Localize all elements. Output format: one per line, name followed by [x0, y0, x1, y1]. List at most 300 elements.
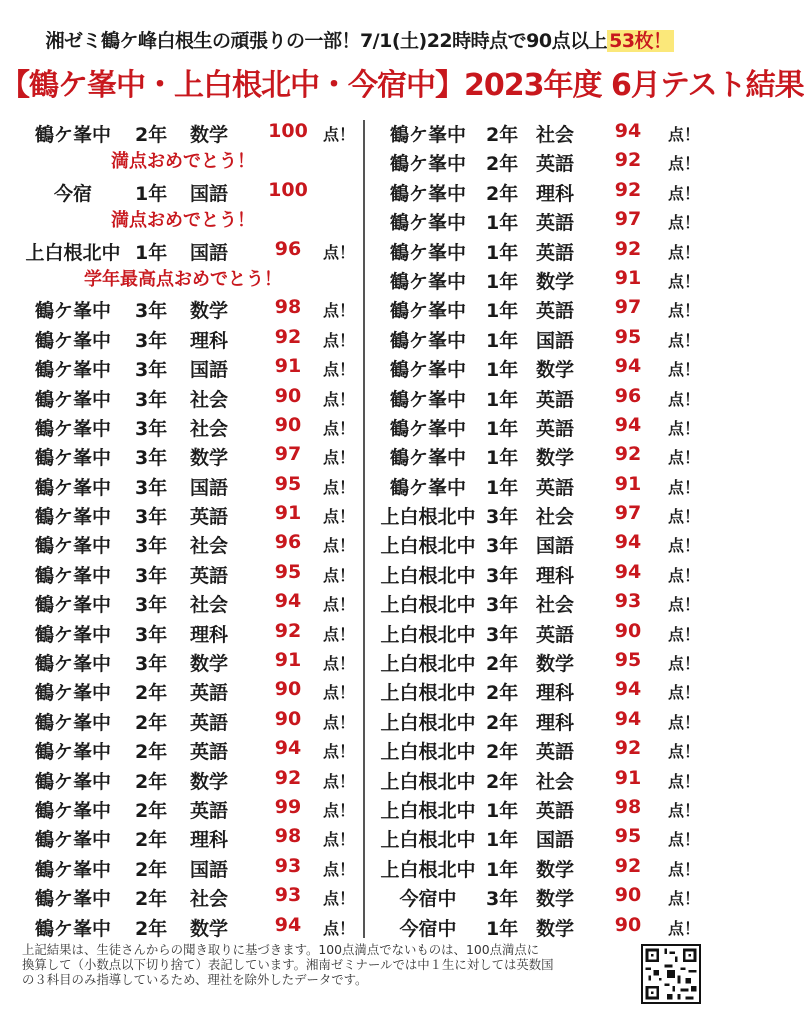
- school-name: 鶴ケ峯中: [34, 770, 111, 793]
- subject-label: 数学: [190, 300, 229, 323]
- score-value: 93: [274, 884, 302, 907]
- school-name: 鶴ケ峯中: [34, 711, 111, 734]
- score-unit: 点！: [668, 771, 701, 791]
- score-unit: 点！: [323, 360, 356, 380]
- score-value: 100: [268, 178, 308, 201]
- subject-label: 英語: [536, 623, 575, 646]
- subject-label: 社会: [536, 594, 575, 617]
- result-row: [18, 588, 358, 617]
- result-row: [368, 118, 708, 147]
- score-value: 90: [274, 678, 302, 701]
- result-row: [18, 236, 358, 265]
- subject-label: 英語: [536, 417, 575, 440]
- subject-label: 数学: [536, 888, 575, 911]
- score-value: 96: [274, 237, 302, 260]
- school-name: 上白根北中: [380, 682, 476, 705]
- score-unit: 点！: [323, 389, 356, 409]
- school-name: 上白根北中: [380, 741, 476, 764]
- grade-label: 2年: [486, 182, 519, 205]
- result-row: [368, 206, 708, 235]
- score-unit: 点！: [668, 595, 701, 615]
- score-value: 90: [614, 619, 642, 642]
- result-row: [368, 177, 708, 206]
- result-row: [368, 618, 708, 647]
- score-unit: 点！: [323, 301, 356, 321]
- school-name: 鶴ケ峯中: [34, 300, 111, 323]
- score-unit: 点！: [323, 624, 356, 644]
- score-unit: 点！: [668, 918, 701, 938]
- school-name: 鶴ケ峯中: [389, 476, 466, 499]
- score-value: 92: [614, 854, 642, 877]
- score-unit: 点！: [668, 154, 701, 174]
- score-value: 92: [614, 443, 642, 466]
- school-name: 鶴ケ峯中: [389, 300, 466, 323]
- score-value: 91: [274, 502, 302, 525]
- school-name: 鶴ケ峯中: [34, 329, 111, 352]
- score-value: 97: [274, 443, 302, 466]
- school-name: 鶴ケ峯中: [34, 594, 111, 617]
- grade-label: 1年: [486, 829, 519, 852]
- grade-label: 2年: [135, 741, 168, 764]
- result-row: [18, 853, 358, 882]
- score-value: 92: [614, 149, 642, 172]
- subject-label: 国語: [536, 829, 575, 852]
- subject-label: 国語: [190, 182, 229, 205]
- school-name: 上白根北中: [380, 799, 476, 822]
- score-unit: 点！: [323, 477, 356, 497]
- school-name: 鶴ケ峯中: [389, 124, 466, 146]
- score-value: 98: [274, 825, 302, 848]
- result-row: [368, 706, 708, 735]
- grade-label: 2年: [135, 917, 168, 940]
- headline-count: 53枚！: [609, 30, 672, 52]
- school-name: 鶴ケ峯中: [389, 241, 466, 264]
- subject-label: 数学: [190, 124, 229, 146]
- result-row: [18, 353, 358, 382]
- school-name: 鶴ケ峯中: [34, 359, 111, 382]
- score-value: 92: [274, 619, 302, 642]
- subject-label: 数学: [190, 447, 229, 470]
- subject-label: 英語: [190, 711, 229, 734]
- school-name: 上白根北中: [380, 564, 476, 587]
- grade-label: 2年: [486, 711, 519, 734]
- subject-label: 国語: [536, 329, 575, 352]
- subject-label: 理科: [190, 329, 229, 352]
- school-name: 鶴ケ峯中: [34, 417, 111, 440]
- score-value: 97: [614, 208, 642, 231]
- score-unit: 点！: [323, 242, 356, 262]
- subject-label: 社会: [536, 506, 575, 529]
- grade-label: 2年: [486, 124, 519, 146]
- result-row: [368, 588, 708, 617]
- footnote-line: の３科目のみ指導しているため、理社を除外したデータです。: [22, 972, 368, 987]
- grade-label: 3年: [135, 623, 168, 646]
- result-row: [18, 177, 358, 206]
- school-name: 鶴ケ峯中: [34, 888, 111, 911]
- subject-label: 理科: [536, 564, 575, 587]
- grade-label: 1年: [135, 182, 168, 205]
- grade-label: 2年: [486, 741, 519, 764]
- result-row: [368, 823, 708, 852]
- score-value: 92: [614, 737, 642, 760]
- score-value: 94: [614, 707, 642, 730]
- score-unit: 点！: [323, 595, 356, 615]
- result-row: [368, 471, 708, 500]
- score-value: 94: [274, 913, 302, 936]
- school-name: 今宿中: [399, 917, 457, 940]
- result-row: [368, 559, 708, 588]
- result-row: [368, 353, 708, 382]
- score-value: 98: [614, 795, 642, 818]
- score-value: 90: [614, 884, 642, 907]
- footnote-line: 換算して（小数点以下切り捨て）表記しています。湘南ゼミナールでは中１生に対しては英数国: [22, 957, 554, 972]
- score-unit: 点！: [668, 213, 701, 233]
- grade-label: 2年: [486, 153, 519, 176]
- score-unit: 点！: [668, 507, 701, 527]
- result-row: [368, 529, 708, 558]
- result-row: [368, 882, 708, 911]
- score-unit: 点！: [323, 330, 356, 350]
- grade-label: 1年: [486, 917, 519, 940]
- subject-label: 英語: [536, 153, 575, 176]
- subject-label: 国語: [190, 858, 229, 881]
- subject-label: 国語: [536, 535, 575, 558]
- result-row: [18, 882, 358, 911]
- result-row: [18, 823, 358, 852]
- subject-label: 数学: [536, 447, 575, 470]
- subject-label: 数学: [190, 770, 229, 793]
- school-name: 鶴ケ峯中: [34, 829, 111, 852]
- result-row: [18, 912, 358, 941]
- subject-label: 数学: [536, 858, 575, 881]
- score-value: 91: [614, 266, 642, 289]
- grade-label: 1年: [486, 388, 519, 411]
- score-unit: 点！: [668, 742, 701, 762]
- headline: [0, 26, 719, 53]
- score-value: 92: [614, 178, 642, 201]
- score-unit: 点！: [668, 830, 701, 850]
- subject-label: 理科: [536, 711, 575, 734]
- subject-label: 英語: [536, 741, 575, 764]
- grade-label: 1年: [486, 359, 519, 382]
- score-value: 90: [274, 384, 302, 407]
- score-unit: 点！: [668, 360, 701, 380]
- result-row: [18, 735, 358, 764]
- school-name: 鶴ケ峯中: [389, 212, 466, 235]
- school-name: 鶴ケ峯中: [34, 535, 111, 558]
- grade-label: 1年: [486, 212, 519, 235]
- score-unit: 点！: [323, 565, 356, 585]
- school-name: 鶴ケ峯中: [34, 917, 111, 940]
- score-value: 93: [614, 590, 642, 613]
- school-name: 鶴ケ峯中: [34, 858, 111, 881]
- score-unit: 点！: [668, 330, 701, 350]
- score-unit: 点！: [668, 448, 701, 468]
- grade-label: 1年: [486, 417, 519, 440]
- score-unit: 点！: [668, 183, 701, 203]
- score-unit: 点！: [668, 301, 701, 321]
- school-name: 鶴ケ峯中: [34, 741, 111, 764]
- result-row: [368, 412, 708, 441]
- subject-label: 数学: [190, 917, 229, 940]
- subject-label: 数学: [536, 653, 575, 676]
- score-value: 95: [614, 825, 642, 848]
- school-name: 鶴ケ峯中: [389, 329, 466, 352]
- footnote-line: 上記結果は、生徒さんからの聞き取りに基づきます。100点満点でないものは、100点満点に: [22, 942, 540, 957]
- score-unit: 点！: [323, 771, 356, 791]
- school-name: 上白根北中: [380, 653, 476, 676]
- score-value: 95: [614, 649, 642, 672]
- score-unit: 点！: [323, 889, 356, 909]
- result-row: [18, 412, 358, 441]
- grade-label: 1年: [486, 858, 519, 881]
- subject-label: 社会: [536, 124, 575, 146]
- school-name: 鶴ケ峯中: [389, 359, 466, 382]
- grade-label: 2年: [135, 770, 168, 793]
- grade-label: 2年: [486, 653, 519, 676]
- subject-label: 英語: [536, 388, 575, 411]
- score-value: 93: [274, 854, 302, 877]
- result-row: [368, 441, 708, 470]
- school-name: 上白根北中: [380, 711, 476, 734]
- school-name: 上白根北中: [380, 506, 476, 529]
- subject-label: 英語: [190, 506, 229, 529]
- congratulations-note: 満点おめでとう！: [111, 151, 255, 173]
- score-value: 100: [268, 120, 308, 142]
- grade-label: 3年: [486, 594, 519, 617]
- grade-label: 3年: [135, 506, 168, 529]
- result-row: [368, 794, 708, 823]
- subject-label: 社会: [190, 388, 229, 411]
- subject-label: 社会: [190, 888, 229, 911]
- grade-label: 2年: [486, 682, 519, 705]
- grade-label: 3年: [486, 623, 519, 646]
- school-name: 鶴ケ峯中: [389, 153, 466, 176]
- subject-label: 理科: [190, 829, 229, 852]
- page-title: 【鶴ケ峯中・上白根北中・今宿中】2023年度 6月テスト結果: [0, 68, 804, 103]
- grade-label: 3年: [135, 417, 168, 440]
- score-value: 98: [274, 296, 302, 319]
- grade-label: 1年: [486, 476, 519, 499]
- school-name: 上白根北中: [380, 770, 476, 793]
- score-value: 95: [274, 560, 302, 583]
- school-name: 上白根北中: [380, 594, 476, 617]
- score-unit: 点！: [668, 125, 701, 144]
- score-value: 91: [274, 355, 302, 378]
- score-unit: 点！: [668, 271, 701, 291]
- grade-label: 3年: [135, 594, 168, 617]
- grade-label: 2年: [135, 682, 168, 705]
- grade-label: 3年: [486, 888, 519, 911]
- score-unit: 点！: [323, 654, 356, 674]
- subject-label: 英語: [536, 241, 575, 264]
- grade-label: 1年: [486, 447, 519, 470]
- score-unit: 点！: [668, 477, 701, 497]
- grade-label: 3年: [135, 653, 168, 676]
- score-unit: 点！: [668, 565, 701, 585]
- grade-label: 3年: [135, 359, 168, 382]
- subject-label: 社会: [190, 417, 229, 440]
- score-value: 92: [274, 325, 302, 348]
- score-value: 94: [614, 355, 642, 378]
- score-value: 99: [274, 795, 302, 818]
- grade-label: 3年: [135, 476, 168, 499]
- school-name: 鶴ケ峯中: [34, 388, 111, 411]
- grade-label: 3年: [486, 506, 519, 529]
- grade-label: 3年: [486, 564, 519, 587]
- headline-text: 湘ゼミ鶴ケ峰白根生の頑張りの一部！7/1(土)22時時点で90点以上: [45, 30, 608, 52]
- school-name: 今宿中: [399, 888, 457, 911]
- score-value: 97: [614, 502, 642, 525]
- subject-label: 国語: [190, 241, 229, 264]
- school-name: 鶴ケ峯中: [389, 182, 466, 205]
- result-row: [18, 441, 358, 470]
- grade-label: 1年: [486, 270, 519, 293]
- score-unit: 点！: [668, 712, 701, 732]
- score-unit: 点！: [668, 418, 701, 438]
- school-name: 上白根北中: [380, 623, 476, 646]
- result-row: [18, 706, 358, 735]
- score-unit: 点！: [323, 507, 356, 527]
- result-row: [18, 529, 358, 558]
- school-name: 今宿: [53, 182, 92, 205]
- school-name: 鶴ケ峯中: [34, 653, 111, 676]
- grade-label: 2年: [135, 858, 168, 881]
- grade-label: 3年: [135, 447, 168, 470]
- grade-label: 3年: [135, 329, 168, 352]
- subject-label: 数学: [190, 653, 229, 676]
- score-unit: 点！: [323, 683, 356, 703]
- school-name: 鶴ケ峯中: [389, 417, 466, 440]
- score-value: 96: [274, 531, 302, 554]
- score-value: 92: [614, 237, 642, 260]
- grade-label: 2年: [486, 770, 519, 793]
- grade-label: 2年: [135, 888, 168, 911]
- grade-label: 3年: [135, 388, 168, 411]
- left-results-column: [18, 118, 358, 941]
- result-row: [18, 383, 358, 412]
- score-value: 91: [274, 649, 302, 672]
- subject-label: 理科: [190, 623, 229, 646]
- grade-label: 3年: [486, 535, 519, 558]
- score-value: 94: [614, 560, 642, 583]
- result-row: [18, 118, 358, 147]
- school-name: 鶴ケ峯中: [34, 506, 111, 529]
- result-row: [18, 647, 358, 676]
- subject-label: 理科: [536, 182, 575, 205]
- subject-label: 英語: [536, 300, 575, 323]
- score-value: 94: [274, 737, 302, 760]
- subject-label: 国語: [190, 476, 229, 499]
- result-row: [18, 500, 358, 529]
- congratulations-note: 学年最高点おめでとう！: [84, 268, 282, 290]
- score-value: 96: [614, 384, 642, 407]
- grade-label: 2年: [135, 829, 168, 852]
- school-name: 鶴ケ峯中: [34, 124, 111, 146]
- school-name: 鶴ケ峯中: [34, 447, 111, 470]
- column-divider: [363, 120, 365, 938]
- score-unit: 点！: [323, 712, 356, 732]
- school-name: 鶴ケ峯中: [34, 564, 111, 587]
- school-name: 鶴ケ峯中: [389, 388, 466, 411]
- school-name: 鶴ケ峯中: [34, 476, 111, 499]
- school-name: 鶴ケ峯中: [389, 270, 466, 293]
- score-value: 94: [274, 590, 302, 613]
- score-unit: 点！: [323, 536, 356, 556]
- school-name: 上白根北中: [380, 858, 476, 881]
- score-value: 94: [614, 413, 642, 436]
- right-results-column: [368, 118, 708, 941]
- subject-label: 社会: [536, 770, 575, 793]
- subject-label: 英語: [190, 564, 229, 587]
- score-unit: 点！: [323, 742, 356, 762]
- grade-label: 3年: [135, 535, 168, 558]
- result-row: [368, 912, 708, 941]
- score-unit: 点！: [323, 125, 356, 144]
- score-unit: 点！: [668, 242, 701, 262]
- result-row: [18, 794, 358, 823]
- result-row: [368, 383, 708, 412]
- result-row: [368, 500, 708, 529]
- result-row: [18, 765, 358, 794]
- score-unit: 点！: [668, 624, 701, 644]
- headline-count-highlight: [607, 30, 673, 52]
- result-row: [18, 324, 358, 353]
- subject-label: 数学: [536, 359, 575, 382]
- result-row: [368, 324, 708, 353]
- score-unit: 点！: [668, 889, 701, 909]
- result-row: [368, 236, 708, 265]
- school-name: 鶴ケ峯中: [34, 682, 111, 705]
- result-row: [368, 765, 708, 794]
- score-unit: 点！: [323, 830, 356, 850]
- score-value: 90: [274, 413, 302, 436]
- school-name: 上白根北中: [380, 829, 476, 852]
- result-row: [368, 147, 708, 176]
- school-name: 上白根北中: [25, 241, 121, 264]
- grade-label: 1年: [486, 329, 519, 352]
- score-unit: 点！: [668, 654, 701, 674]
- school-name: 鶴ケ峯中: [34, 623, 111, 646]
- score-value: 92: [274, 766, 302, 789]
- score-value: 94: [614, 678, 642, 701]
- subject-label: 数学: [536, 270, 575, 293]
- score-unit: 点！: [668, 536, 701, 556]
- school-name: 鶴ケ峯中: [389, 447, 466, 470]
- grade-label: 2年: [135, 799, 168, 822]
- score-unit: 点！: [323, 918, 356, 938]
- score-unit: 点！: [668, 859, 701, 879]
- result-row: [368, 265, 708, 294]
- subject-label: 英語: [536, 212, 575, 235]
- score-unit: 点！: [323, 800, 356, 820]
- school-name: 鶴ケ峯中: [34, 799, 111, 822]
- score-value: 94: [614, 120, 642, 142]
- subject-label: 社会: [190, 594, 229, 617]
- score-value: 91: [614, 766, 642, 789]
- subject-label: 英語: [190, 741, 229, 764]
- score-unit: 点！: [323, 859, 356, 879]
- score-value: 95: [274, 472, 302, 495]
- subject-label: 国語: [190, 359, 229, 382]
- result-row: [18, 559, 358, 588]
- subject-label: 英語: [536, 799, 575, 822]
- grade-label: 3年: [135, 564, 168, 587]
- result-row: [368, 647, 708, 676]
- grade-label: 3年: [135, 300, 168, 323]
- qr-code-icon: [641, 944, 701, 1004]
- score-value: 91: [614, 472, 642, 495]
